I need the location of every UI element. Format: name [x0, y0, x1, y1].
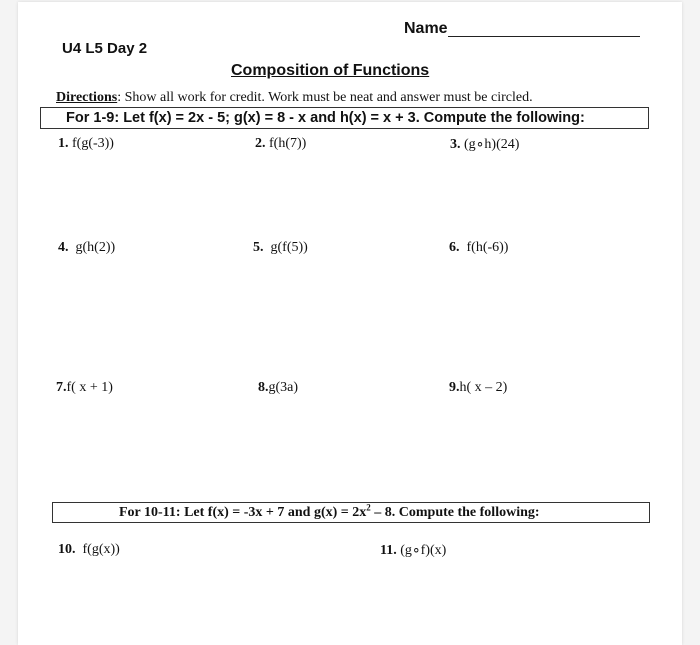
problem-8	[258, 380, 298, 396]
problem-expression: (g∘h)(24)	[464, 137, 520, 152]
problem-number: 10.	[58, 542, 76, 557]
problem-expression: f(g(x))	[82, 542, 120, 557]
directions-text: : Show all work for credit. Work must be neat and answer must be circled.	[117, 90, 533, 105]
problem-number: 11.	[380, 543, 397, 558]
problem-expression: f( x + 1)	[66, 380, 113, 395]
problem-number: 1.	[58, 136, 69, 151]
lesson-code: U4 L5 Day 2	[62, 40, 148, 57]
problem-number: 6.	[449, 240, 460, 255]
problem-1	[58, 136, 114, 152]
problem-expression: f(h(7))	[269, 136, 307, 151]
section2-instructions-box	[52, 502, 650, 523]
name-blank-line	[448, 36, 640, 37]
section2-instructions-end: – 8. Compute the following:	[370, 505, 540, 520]
directions-label: Directions	[56, 90, 118, 105]
problem-expression: g(3a)	[268, 380, 299, 395]
section1-instructions: For 1-9: Let f(x) = 2x - 5; g(x) = 8 - x and h(x) = x + 3. Compute the following:	[66, 110, 585, 126]
problem-6	[449, 240, 508, 256]
problem-10	[58, 542, 120, 558]
worksheet-page	[18, 2, 682, 645]
problem-expression: (g∘f)(x)	[400, 543, 447, 558]
problem-9	[449, 380, 507, 396]
worksheet-title: Composition of Functions	[231, 62, 430, 79]
problem-number: 8.	[258, 380, 269, 395]
problem-expression: f(g(-3))	[72, 136, 114, 151]
problem-expression: f(h(-6))	[466, 240, 509, 255]
directions-line	[56, 90, 533, 106]
problem-4	[58, 240, 115, 256]
problem-number: 9.	[449, 380, 460, 395]
problem-11	[380, 542, 446, 559]
section2-instructions-start: For 10-11: Let f(x) = -3x + 7 and g(x) = 2x	[119, 505, 367, 520]
problem-number: 5.	[253, 240, 264, 255]
problem-7	[56, 380, 113, 396]
problem-5	[253, 240, 308, 256]
problem-number: 7.	[56, 380, 67, 395]
problem-number: 2.	[255, 136, 266, 151]
problem-2	[255, 136, 306, 152]
problem-expression: g(h(2))	[75, 240, 116, 255]
problem-3	[450, 136, 519, 153]
name-label: Name	[404, 20, 448, 37]
problem-number: 3.	[450, 137, 461, 152]
problem-expression: g(f(5))	[270, 240, 308, 255]
section1-instructions-box	[40, 107, 649, 129]
problem-expression: h( x – 2)	[459, 380, 508, 395]
problem-number: 4.	[58, 240, 69, 255]
exponent: 2	[366, 502, 371, 513]
